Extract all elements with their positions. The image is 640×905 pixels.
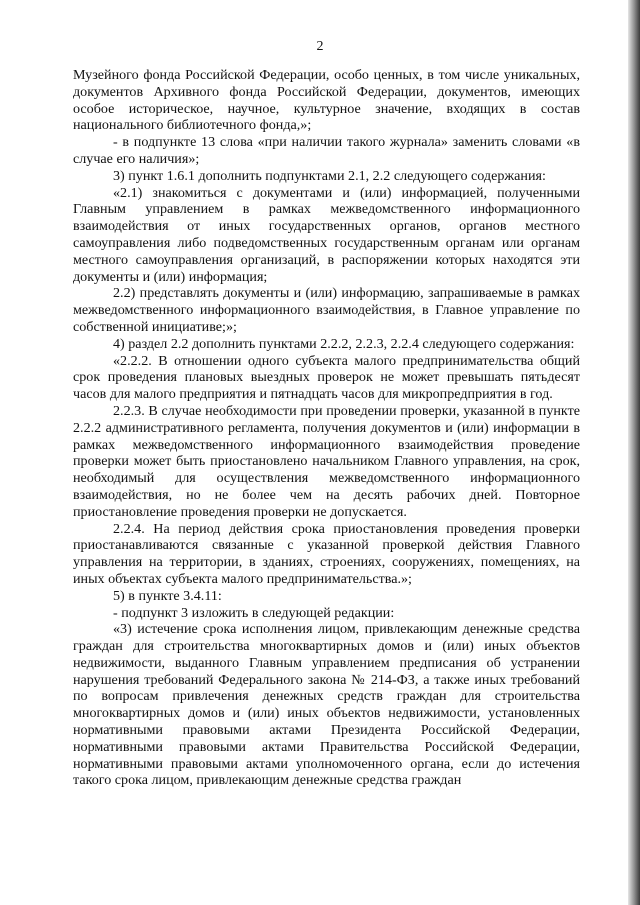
paragraph-2-2-4: 2.2.4. На период действия срока приостановления проведения проверки приостанавливаются связанные с указанной проверкой действия Главного управления на территории, в зданиях, строениях, сооружениях, помещениях, на иных объектах субъекта малого предпринимательства.»; [73,520,580,587]
paragraph-subitem-3-intro: - подпункт 3 изложить в следующей редакции: [113,604,395,621]
paragraph-2-2-3: 2.2.3. В случае необходимости при проведении проверки, указанной в пункте 2.2.2 административного регламента, получения документов и (или) информации в рамках межведомственного информационного взаимодействия проведение проверки может быть приостановлено начальником Главного управления, на срок, необходимый для осуществления межведомственного информационного взаимодействия, но не более чем на десять рабочих дней. Повторное приостановление проведения проверки не допускается. [73,402,580,520]
scan-shadow-edge [628,0,640,905]
paragraph-subitem-2-1: «2.1) знакомиться с документами и (или) информацией, полученными Главным управлением в рамках межведомственного информационного взаимодействия от иных государственных органов, органов местного самоуправления либо подведомственных государственным органам или органам местного самоуправления организаций, в распоряжении которых находятся эти документы и (или) информация; [73,184,580,285]
paragraph-subitem-2-2: 2.2) представлять документы и (или) информацию, запрашиваемые в рамках межведомственного информационного взаимодействия, в Главное управление по собственной инициативе;»; [73,285,580,335]
paragraph-subitem-3-text: «3) истечение срока исполнения лицом, привлекающим денежные средства граждан для строительства многоквартирных домов и (или) иных объектов недвижимости, выданного Главным управлением предписания об устранении нарушения требований Федерального закона № 214-ФЗ, а также иных требований по вопросам привлечения денежных средств граждан для строительства многоквартирных домов и (или) иных объектов недвижимости, установленных нормативными правовыми актами Президента Российской Федерации, нормативными правовыми актами Правительства Российской Федерации, нормативными правовыми актами уполномоченного органа, если до истечения такого срока лицом, привлекающим денежные средства граждан [73,621,580,789]
paragraph-item-4: 4) раздел 2.2 дополнить пунктами 2.2.2, 2.2.3, 2.2.4 следующего содержания: [113,335,575,352]
document-body [73,67,580,789]
page-number: 2 [316,39,324,54]
paragraph-2-2-2: «2.2.2. В отношении одного субъекта малого предпринимательства общий срок проведения плановых выездных проверок не может превышать пятьдесят часов для малого предприятия и пятнадцать часов для микропредприятия в год. [73,352,580,403]
paragraph-item-3: 3) пункт 1.6.1 дополнить подпунктами 2.1, 2.2 следующего содержания: [113,167,546,184]
paragraph-item-5: 5) в пункте 3.4.11: [113,587,222,604]
paragraph-continuation: Музейного фонда Российской Федерации, особо ценных, в том числе уникальных, документов Архивного фонда Российской Федерации, документов, имеющих особое историческое, научное, культурное значение, входящих в состав национального библиотечного фонда,»; [73,67,580,134]
paragraph-subitem-13: - в подпункте 13 слова «при наличии такого журнала» заменить словами «в случае его наличия»; [73,134,580,167]
